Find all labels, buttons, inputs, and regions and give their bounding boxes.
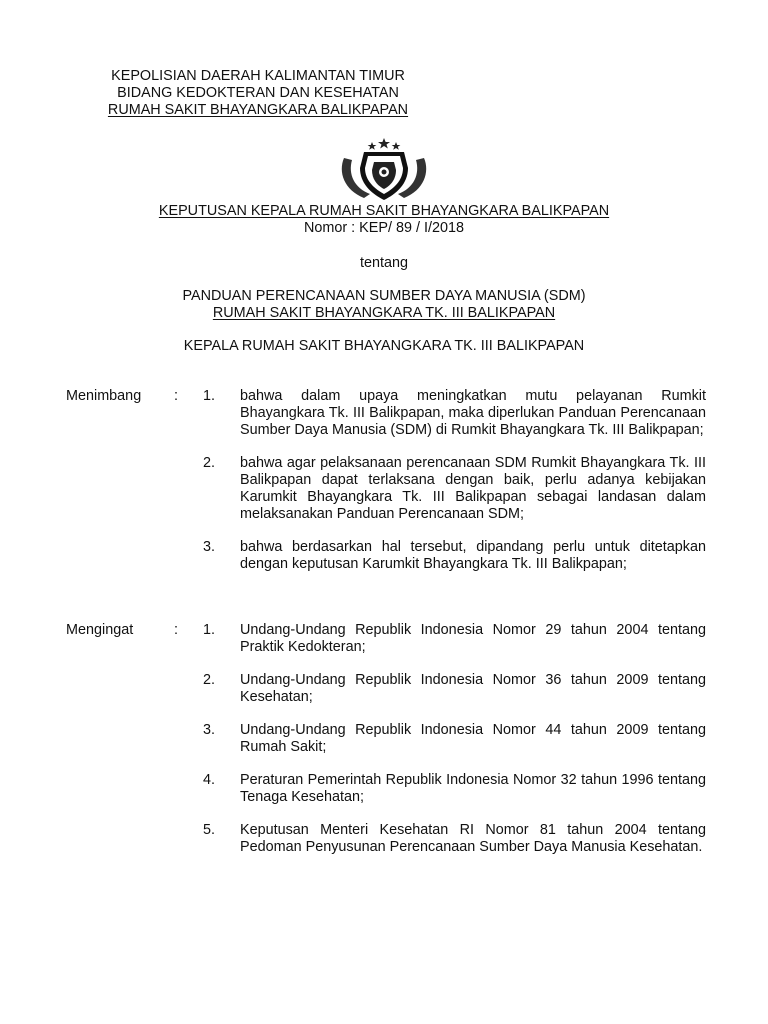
mengingat-item	[66, 672, 706, 706]
item-text: Undang-Undang Republik Indonesia Nomor 36 tahun 2009 tentang Kesehatan;	[240, 672, 706, 705]
mengingat-item	[66, 772, 706, 806]
subject-line-2: RUMAH SAKIT BHAYANGKARA TK. III BALIKPAPAN	[212, 305, 556, 321]
item-number: 3.	[203, 722, 216, 738]
decree-issuer: KEPALA RUMAH SAKIT BHAYANGKARA TK. III BALIKPAPAN	[183, 338, 585, 354]
decree-title: KEPUTUSAN KEPALA RUMAH SAKIT BHAYANGKARA BALIKPAPAN	[158, 203, 610, 219]
letterhead-line-3: RUMAH SAKIT BHAYANGKARA BALIKPAPAN	[107, 102, 409, 118]
menimbang-label: Menimbang	[66, 388, 142, 404]
item-number: 3.	[203, 539, 216, 555]
mengingat-item	[66, 722, 706, 756]
item-text: Undang-Undang Republik Indonesia Nomor 29 tahun 2004 tentang Praktik Kedokteran;	[240, 622, 706, 655]
item-text: bahwa berdasarkan hal tersebut, dipandang perlu untuk ditetapkan dengan keputusan Karumkit Bhayangkara Tk. III Balikpapan;	[240, 539, 706, 572]
decree-subject	[0, 288, 768, 322]
item-number: 1.	[203, 622, 216, 638]
item-text: Keputusan Menteri Kesehatan RI Nomor 81 tahun 2004 tentang Pedoman Penyusunan Perencanaan Sumber Daya Manusia Kesehatan.	[240, 822, 706, 855]
police-emblem-icon	[330, 138, 438, 202]
menimbang-item	[66, 539, 706, 573]
menimbang-colon: :	[174, 388, 178, 404]
mengingat-item	[66, 622, 706, 656]
subject-line-1: PANDUAN PERENCANAAN SUMBER DAYA MANUSIA (SDM)	[182, 288, 586, 304]
mengingat-item	[66, 822, 706, 856]
menimbang-section	[66, 388, 706, 573]
menimbang-item	[66, 455, 706, 523]
letterhead	[93, 68, 423, 119]
menimbang-item	[66, 388, 706, 439]
letterhead-line-1: KEPOLISIAN DAERAH KALIMANTAN TIMUR	[111, 68, 405, 84]
letterhead-line-2: BIDANG KEDOKTERAN DAN KESEHATAN	[117, 85, 399, 101]
decree-header	[0, 203, 768, 237]
item-number: 2.	[203, 672, 216, 688]
item-number: 4.	[203, 772, 216, 788]
decree-number: Nomor : KEP/ 89 / I/2018	[304, 220, 464, 236]
decree-about: tentang	[359, 255, 408, 271]
item-text: Peraturan Pemerintah Republik Indonesia Nomor 32 tahun 1996 tentang Tenaga Kesehatan;	[240, 772, 706, 805]
item-text: bahwa dalam upaya meningkatkan mutu pelayanan Rumkit Bhayangkara Tk. III Balikpapan, maka diperlukan Panduan Perencanaan Sumber Daya Manusia (SDM) di Rumkit Bhayangkara Tk. III Balikpapan;	[240, 388, 706, 438]
item-text: Undang-Undang Republik Indonesia Nomor 44 tahun 2009 tentang Rumah Sakit;	[240, 722, 706, 755]
item-number: 2.	[203, 455, 216, 471]
mengingat-section	[66, 622, 706, 856]
item-text: bahwa agar pelaksanaan perencanaan SDM Rumkit Bhayangkara Tk. III Balikpapan dapat terlaksana dengan baik, perlu adanya kebijakan Karumkit Bhayangkara Tk. III Balikpapan sebagai landasan dalam melaksanakan Panduan Perencanaan SDM;	[240, 455, 706, 522]
item-number: 1.	[203, 388, 216, 404]
item-number: 5.	[203, 822, 216, 838]
mengingat-colon: :	[174, 622, 178, 638]
mengingat-label: Mengingat	[66, 622, 134, 638]
